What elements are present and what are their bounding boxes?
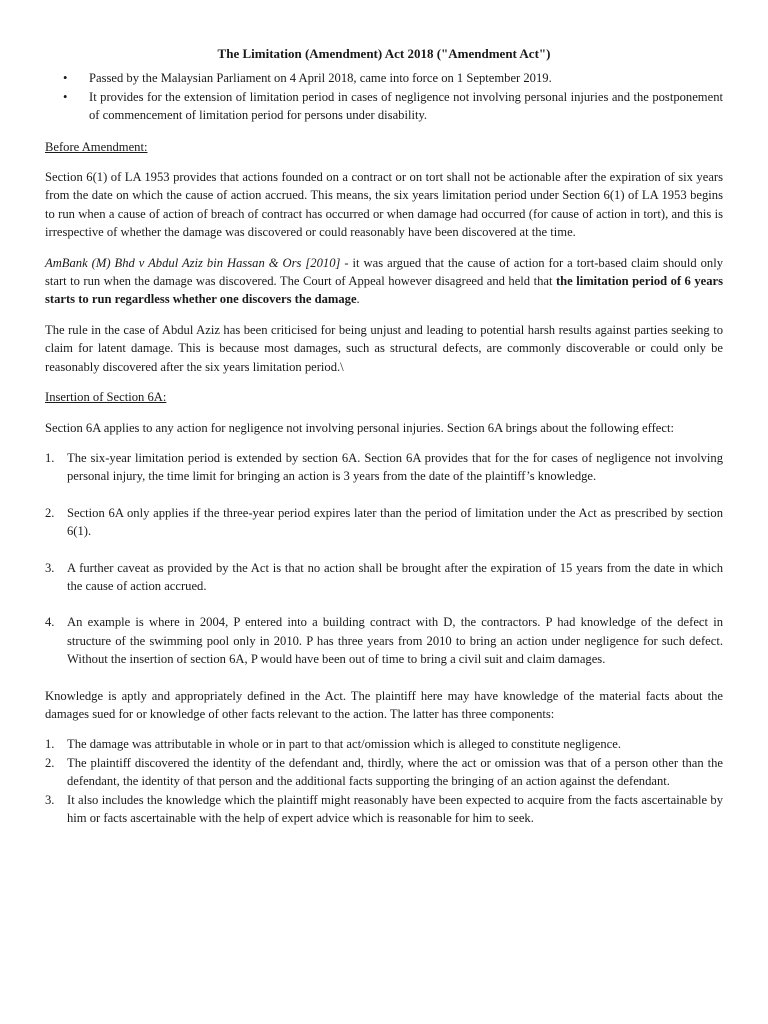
bullet-item: • It provides for the extension of limitation period in cases of negligence not involving personal injuries and the postponement of commencement of limitation period for persons under disability.	[45, 88, 723, 125]
paragraph-section-6-1: Section 6(1) of LA 1953 provides that actions founded on a contract or on tort shall not be actionable after the expiration of six years from the date on which the cause of action accrued. This means, the six years limitation period under Section 6(1) of LA 1953 begins to run when a cause of action of breach of contract has occurred or when damage had occurred (for cause of action in tort), and this is irrespective of whether the damage was discovered or could reasonably have been discovered at the time.	[45, 170, 723, 240]
case-text: - it was argued that the cause of action for a tort-based claim should only start to run when the damage was discovered. The Court of Appeal however disagreed and held that	[45, 255, 723, 289]
knowledge-components-list	[45, 735, 723, 827]
section-heading-before-amendment: Before Amendment:	[45, 139, 148, 154]
list-item: 1. The damage was attributable in whole or in part to that act/omission which is alleged to constitute negligence.	[45, 737, 621, 752]
paragraph-knowledge-intro: Knowledge is aptly and appropriately defined in the Act. The plaintiff here may have knowledge of the material facts about the damages sued for or knowledge of other facts relevant to the action. The latter has three components:	[45, 688, 723, 721]
list-item: 3. It also includes the knowledge which the plaintiff might reasonably have been expected to acquire from the facts ascertainable by him or facts ascertainable with the help of expert advice which is reasonable for him to seek.	[45, 792, 723, 825]
case-end: .	[356, 292, 360, 307]
list-item: 3. A further caveat as provided by the Act is that no action shall be brought after the expiration of 15 years from the date in which the cause of action accrued.	[45, 560, 723, 593]
document-body	[45, 45, 723, 827]
paragraph-section-6a-intro: Section 6A applies to any action for negligence not involving personal injuries. Section 6A brings about the following effect:	[45, 420, 674, 435]
list-item: 2. The plaintiff discovered the identity of the defendant and, thirdly, where the act or omission was that of a person other than the defendant, the identity of that person and the additional facts supporting the bringing of an action against the defendant.	[45, 755, 723, 789]
bullet-item: • Passed by the Malaysian Parliament on 4 April 2018, came into force on 1 September 2019.	[45, 69, 723, 87]
case-citation: AmBank (M) Bhd v Abdul Aziz bin Hassan & Ors [2010]	[45, 255, 341, 270]
page-title: The Limitation (Amendment) Act 2018 ("Amendment Act")	[217, 46, 551, 61]
summary-bullet-list	[45, 69, 723, 124]
list-item: 1. The six-year limitation period is extended by section 6A. Section 6A provides that for the for cases of negligence not involving personal injury, the time limit for bringing an action is 3 years from the date of the plaintiff’s knowledge.	[45, 450, 723, 484]
section-6a-effects-list	[45, 449, 723, 669]
list-item: 2. Section 6A only applies if the three-year period expires later than the period of limitation under the Act as prescribed by section 6(1).	[45, 505, 723, 539]
paragraph-criticism: The rule in the case of Abdul Aziz has been criticised for being unjust and leading to potential harsh results against parties seeking to claim for latent damage. This is because most damages, such as structural defects, are commonly discoverable or could only be reasonably discovered after the six years limitation period.\	[45, 322, 723, 374]
paragraph-ambank-case	[45, 254, 723, 309]
list-item: 4. An example is where in 2004, P entered into a building contract with D, the contractors. P had knowledge of the defect in structure of the swimming pool only in 2010. P has three years from 2010 to bring an action under negligence for such defect. Without the insertion of section 6A, P would have been out of time to bring a civil suit and claim damages.	[45, 615, 723, 667]
case-holding: the limitation period of 6 years starts to run regardless whether one discovers the damage	[45, 274, 723, 307]
section-heading-insertion-6a: Insertion of Section 6A:	[45, 390, 167, 405]
